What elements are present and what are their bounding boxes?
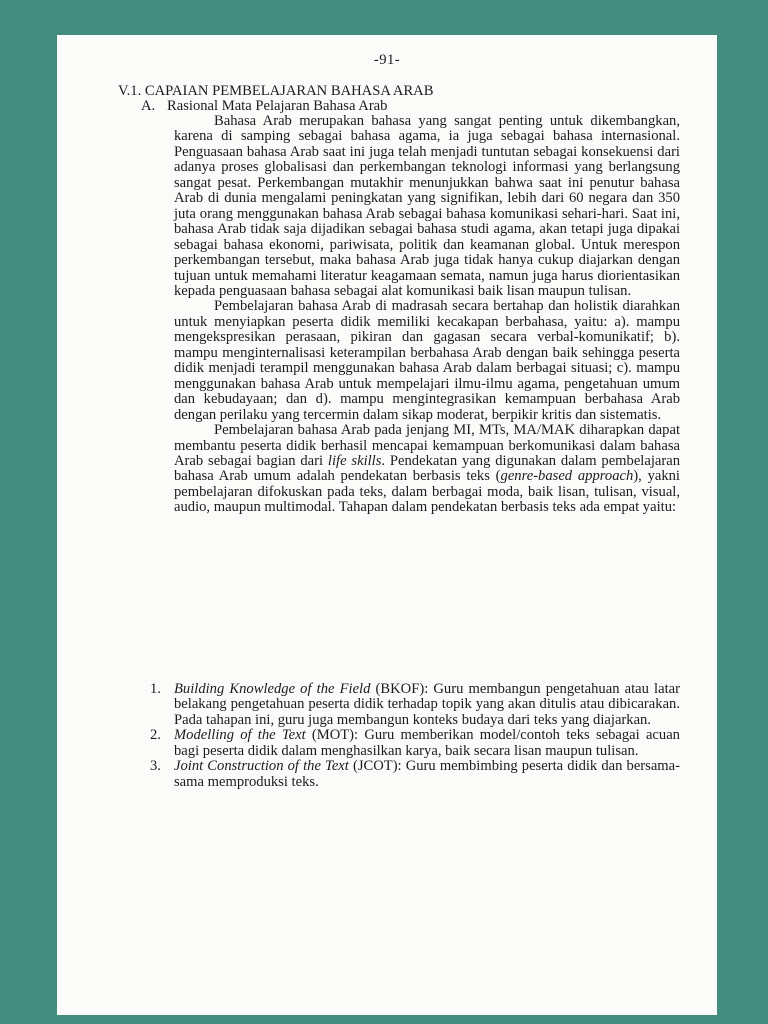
list-number: 2. [150,727,161,744]
paragraph-text: ), yakni pembelajaran difokuskan pada teks, dalam berbagai moda, baik lisan, tulisan, visual, audio, maupun multimodal. Tahapan dalam pendekatan berbasis teks ada empat yaitu: [174,468,680,516]
stage-description: (BKOF): Guru membangun pengetahuan atau latar belakang pengetahuan peserta didik terhadap topik yang akan ditulis atau dibicarakan. Pada tahapan ini, guru juga membangun konteks budaya dari teks yang diajarkan. [174,681,680,728]
page-number: -91- [373,52,401,68]
section-title: V.1. CAPAIAN PEMBELAJARAN BAHASA ARAB [118,83,434,99]
italic-term: genre-based approach [500,468,634,485]
stage-name: Modelling of the Text [174,727,306,744]
subsection-title: Rasional Mata Pelajaran Bahasa Arab [167,98,388,114]
subsection-letter: A. [141,98,156,114]
stage-description: (MOT): Guru memberikan model/contoh teks sebagai acuan bagi peserta didik dalam menghasilkan karya, baik secara lisan maupun tulisan. [174,727,680,759]
paragraph-text: . Pendekatan yang digunakan dalam pembelajaran bahasa Arab umum adalah pendekatan berbasis teks ( [174,452,680,485]
document-page [57,35,717,1015]
list-number: 3. [150,758,161,775]
stage-name: Building Knowledge of the Field [174,681,371,697]
list-item [150,681,680,728]
body-text [174,114,680,516]
paragraph-pendekatan [174,423,680,516]
list-number: 1. [150,681,161,697]
paragraph-rasional: Bahasa Arab merupakan bahasa yang sangat penting untuk dikembangkan, karena di samping sebagai bahasa agama, ia juga sebagai bahasa internasional. Penguasaan bahasa Arab saat ini juga telah menjadi tuntutan sebagai konsekuensi dari adanya proses globalisasi dan perkembangan teknologi informasi yang berlangsung sangat pesat. Perkembangan mutakhir menunjukkan bahwa saat ini penutur bahasa Arab di dunia mengalami peningkatan yang signifikan, lebih dari 60 negara dan 350 juta orang menggunakan bahasa Arab sebagai bahasa komunikasi sehari-hari. Saat ini, bahasa Arab tidak saja dijadikan sebagai bahasa studi agama, akan tetapi juga dipakai sebagai bahasa ekonomi, pariwisata, politik dan keamanan global. Untuk merespon perkembangan tersebut, maka bahasa Arab juga tidak hanya cukup diajarkan dengan tujuan untuk memahami literatur keagamaan semata, namun juga harus diorientasikan kepada penguasaan bahasa sebagai alat komunikasi baik lisan maupun tulisan. [174,113,680,299]
paragraph-text: Pembelajaran bahasa Arab pada jenjang MI, MTs, MA/MAK diharapkan dapat membantu peserta didik berhasil mencapai kemampuan berkomunikasi dalam bahasa Arab sebagai bagian dari [174,422,680,469]
paragraph-kecakapan: Pembelajaran bahasa Arab di madrasah secara bertahap dan holistik diarahkan untuk menyiapkan peserta didik memiliki kecakapan berbahasa, yaitu: a). mampu mengekspresikan perasaan, pikiran dan gagasan secara verbal-komunikatif; b). mampu menginternalisasi keterampilan berbahasa Arab dengan baik sehingga peserta didik menjadi terampil menggunakan bahasa Arab dalam berbagai situasi; c). mampu menggunakan bahasa Arab untuk mempelajari ilmu-ilmu agama, pengetahuan umum dan kebudayaan; dan d). mampu mengintegrasikan kemampuan berbahasa Arab dengan perilaku yang tercermin dalam sikap moderat, berpikir kritis dan sistematis. [174,298,680,423]
stage-description: (JCOT): Guru membimbing peserta didik dan bersama-sama memproduksi teks. [174,758,680,790]
list-item [150,727,680,759]
list-item [150,758,680,790]
stage-name: Joint Construction of the Text [174,758,349,775]
stages-list [150,681,680,790]
italic-term: life skills [327,452,382,469]
